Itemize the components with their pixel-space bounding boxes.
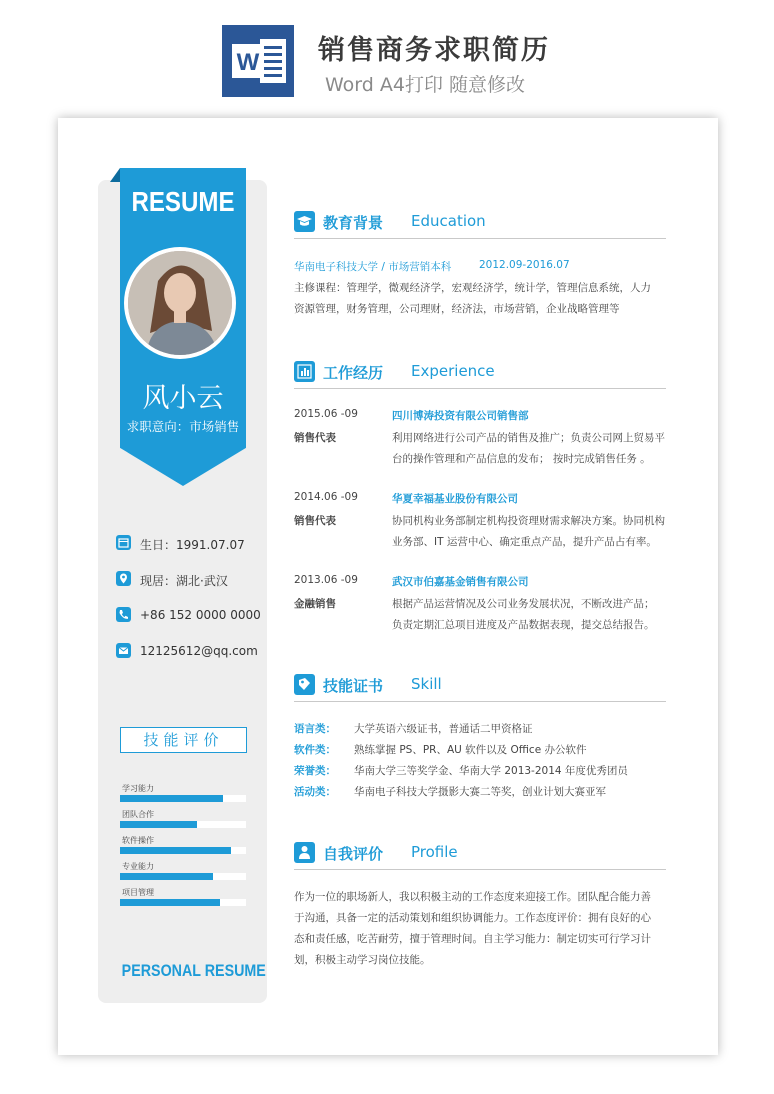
profile-line: 划，积极主动学习岗位技能。 (294, 954, 431, 966)
school-major: 华南电子科技大学 / 市场营销本科 (294, 261, 452, 273)
skill-title-cn: 技能证书 (323, 677, 384, 695)
skill-label: 团队合作 (122, 810, 154, 819)
job-company: 华夏幸福基业股份有限公司 (392, 493, 518, 505)
job-role: 销售代表 (294, 515, 336, 527)
skill-item-label: 活动类： (294, 786, 336, 798)
word-logo-letter: W (236, 49, 260, 76)
job-role: 销售代表 (294, 432, 336, 444)
resume-heading: RESUME (131, 186, 235, 217)
email-icon (116, 643, 131, 658)
section-divider (294, 238, 666, 239)
skill-item-label: 语言类： (294, 723, 336, 735)
skill-item-label: 软件类： (294, 744, 336, 756)
skill-item-text: 华南电子科技大学摄影大赛二等奖，创业计划大赛亚军 (354, 786, 606, 798)
job-desc-line-2: 负责定期汇总项目进度及产品数据表现，提交总结报告。 (392, 619, 655, 631)
profile-line: 于沟通，具备一定的活动策划和组织协调能力。工作态度评价：拥有良好的心 (294, 912, 651, 924)
candidate-name: 风小云 (142, 383, 224, 414)
job-desc-line-1: 根据产品运营情况及公司业务发展状况，不断改进产品； (392, 598, 655, 610)
job-intent: 求职意向：市场销售 (126, 419, 240, 434)
banner-title: 销售商务求职简历 (318, 35, 550, 66)
courses-line-1: 主修课程：管理学，微观经济学，宏观经济学，统计学，管理信息系统，人力 (294, 282, 651, 294)
profile-title-cn: 自我评价 (323, 845, 384, 863)
birthday-text: 生日：1991.07.07 (140, 538, 245, 552)
job-desc-line-1: 协同机构业务部制定机构投资理财需求解决方案。协同机构 (392, 515, 665, 527)
bar-chart-icon (294, 361, 315, 382)
skill-label: 项目管理 (122, 888, 154, 897)
skill-bar-fill (120, 847, 231, 854)
skill-label: 专业能力 (122, 862, 154, 871)
avatar (128, 251, 232, 355)
job-desc-line-1: 利用网络进行公司产品的销售及推广；负责公司网上贸易平 (392, 432, 665, 444)
skill-bar (120, 899, 246, 906)
section-divider (294, 701, 666, 702)
calendar-icon (116, 535, 131, 550)
skill-bar (120, 821, 246, 828)
email-text: 12125612@qq.com (140, 644, 258, 658)
profile-line: 态和责任感，吃苦耐劳，擅于管理时间。自主学习能力：制定切实可行学习计 (294, 933, 651, 945)
skill-bar (120, 847, 246, 854)
section-divider (294, 869, 666, 870)
personal-resume-footer: PERSONAL RESUME (121, 961, 266, 980)
job-period: 2013.06 -09 (294, 574, 358, 586)
education-period: 2012.09-2016.07 (479, 259, 570, 271)
education-title-cn: 教育背景 (323, 214, 384, 232)
location-text: 现居：湖北·武汉 (140, 574, 228, 588)
job-role: 金融销售 (294, 598, 336, 610)
experience-title-en: Experience (411, 362, 495, 380)
skill-item-text: 熟练掌握 PS、PR、AU 软件以及 Office 办公软件 (354, 744, 587, 756)
profile-line: 作为一位的职场新人，我以积极主动的工作态度来迎接工作。团队配合能力善 (294, 891, 651, 903)
skill-item-text: 华南大学三等奖学金、华南大学 2013-2014 年度优秀团员 (354, 765, 628, 777)
skill-bar-fill (120, 899, 220, 906)
job-desc-line-2: 台的操作管理和产品信息的发布； 按时完成销售任务 。 (392, 453, 651, 465)
skill-label: 软件操作 (122, 836, 154, 845)
skill-label: 学习能力 (122, 784, 154, 793)
job-period: 2015.06 -09 (294, 408, 358, 420)
word-logo-icon (222, 25, 294, 97)
skill-item-text: 大学英语六级证书，普通话二甲资格证 (354, 723, 533, 735)
courses-line-2: 资源管理，财务管理，公司理财，经济法，市场营销，企业战略管理等 (294, 303, 620, 315)
experience-title-cn: 工作经历 (323, 364, 384, 382)
skill-bar-fill (120, 873, 213, 880)
badge-icon (294, 674, 315, 695)
phone-icon (116, 607, 131, 622)
skill-bar (120, 873, 246, 880)
profile-title-en: Profile (411, 843, 458, 861)
skill-rating-heading: 技能评价 (120, 727, 247, 753)
skill-bar (120, 795, 246, 802)
skill-bar-fill (120, 795, 223, 802)
job-desc-line-2: 业务部、IT 运营中心、确定重点产品，提升产品占有率。 (392, 536, 657, 548)
location-icon (116, 571, 131, 586)
skill-bar-fill (120, 821, 197, 828)
graduation-cap-icon (294, 211, 315, 232)
job-company: 武汉市伯嘉基金销售有限公司 (392, 576, 529, 588)
education-title-en: Education (411, 212, 486, 230)
job-period: 2014.06 -09 (294, 491, 358, 503)
person-icon (294, 842, 315, 863)
skill-item-label: 荣誉类： (294, 765, 336, 777)
section-divider (294, 388, 666, 389)
banner-subtitle: Word A4打印 随意修改 (325, 74, 526, 96)
resume-page (58, 118, 718, 1055)
job-company: 四川博涛投资有限公司销售部 (392, 410, 529, 422)
skill-title-en: Skill (411, 675, 442, 693)
phone-text: +86 152 0000 0000 (140, 608, 261, 622)
